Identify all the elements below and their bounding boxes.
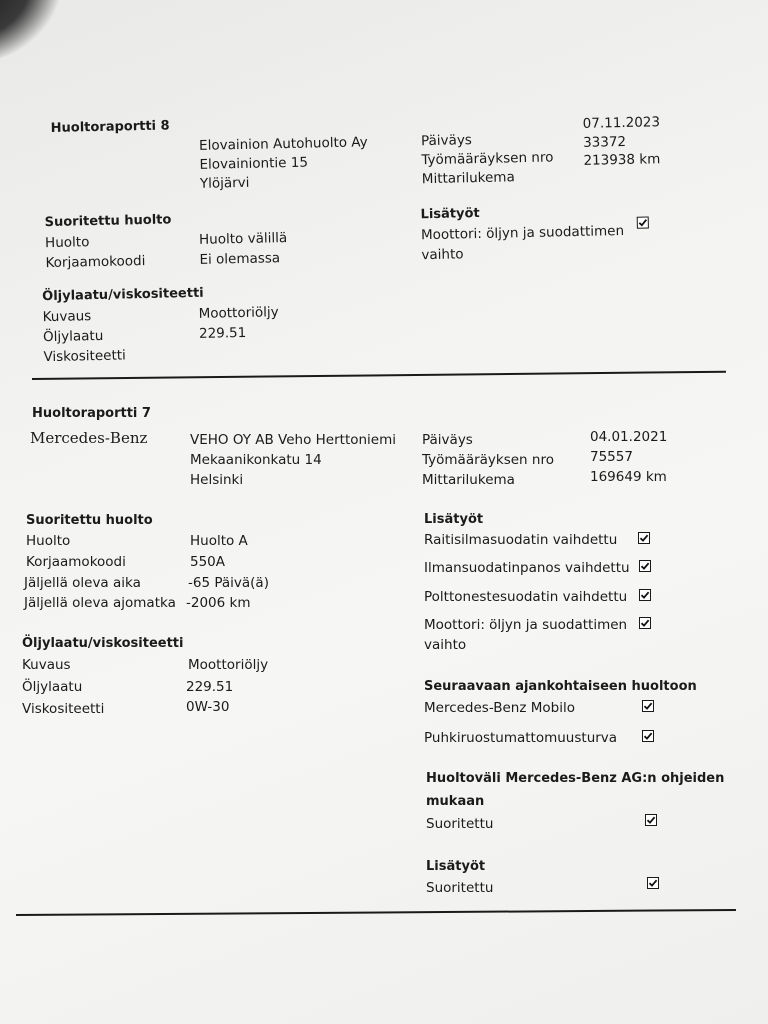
order-value: 33372 [582,133,627,151]
checkbox-checked-icon [642,700,654,712]
next-item-label: Puhkiruostumattomuusturva [424,730,618,746]
workshop-city: Helsinki [190,472,244,488]
extra-item-label: Moottori: öljyn ja suodattimen [424,617,628,633]
service-report-8 [0,0,768,400]
checkbox-checked-icon [639,560,651,572]
mileage-label: Mittarilukema [422,472,515,488]
checkbox-checked-icon [638,532,650,544]
oil-quality-value: 229.51 [198,324,247,342]
checkbox-checked-icon [637,216,649,228]
workshop-name: Elovainion Autohuolto Ay [198,134,368,154]
extra-item-label: Moottori: öljyn ja suodattimen [420,222,625,244]
checkbox-checked-icon [639,589,651,601]
service-row-value: 550A [190,554,226,570]
service-row-label: Jäljellä oleva ajomatka [24,595,176,611]
checkbox-checked-icon [642,730,654,742]
mileage-value: 213938 km [583,151,661,169]
extra2-item-label: Suoritettu [426,880,494,896]
order-label: Työmääräyksen nro [422,452,554,468]
interval-heading-cont: mukaan [426,794,485,809]
oil-heading: Öljylaatu/viskositeetti [42,285,204,305]
oil-row-value: Moottoriöljy [188,657,269,673]
next-service-heading: Seuraavaan ajankohtaiseen huoltoon [424,679,697,694]
checkbox-checked-icon [645,814,657,826]
code-value: Ei olemassa [199,250,281,268]
extra-item-label: Ilmansuodatinpanos vaihdettu [424,560,630,576]
section-divider [16,909,736,916]
order-value: 75557 [590,449,633,465]
report-title: Huoltoraportti 7 [32,406,151,421]
extra-item-label-cont: vaihto [424,637,467,653]
date-value: 07.11.2023 [582,114,661,132]
extra-heading: Lisätyöt [424,512,484,527]
workshop-name: VEHO OY AB Veho Herttoniemi [190,432,397,448]
service-row-label: Huolto [26,533,71,549]
oil-quality-label: Öljylaatu [42,327,104,346]
mileage-value: 169649 km [590,469,667,485]
extra-heading: Lisätyöt [420,206,480,223]
oil-row-label: Kuvaus [22,657,71,673]
workshop-street: Mekaanikonkatu 14 [190,452,322,468]
order-label: Työmääräyksen nro [421,149,554,169]
service-row-value: Huolto A [190,533,248,549]
service-row-value: -65 Päivä(ä) [188,575,269,591]
oil-visc-label: Viskositeetti [43,347,126,366]
service-label: Huolto [44,234,90,252]
interval-item-label: Suoritettu [426,816,494,832]
service-row-label: Korjaamokoodi [26,554,126,570]
code-label: Korjaamokoodi [45,253,146,272]
service-row-label: Jäljellä oleva aika [24,575,141,591]
extra-item-label: Raitisilmasuodatin vaihdettu [424,532,618,548]
service-row-value: -2006 km [186,595,251,611]
oil-heading: Öljylaatu/viskositeetti [22,636,184,651]
oil-row-value: 229.51 [186,679,234,695]
checkbox-checked-icon [647,877,659,889]
interval-heading: Huoltoväli Mercedes-Benz AG:n ohjeiden [426,771,725,786]
workshop-city: Ylöjärvi [199,174,250,192]
mileage-label: Mittarilukema [421,169,515,188]
date-label: Päiväys [422,432,473,448]
oil-desc-label: Kuvaus [42,308,92,326]
extra-item-label-cont: vaihto [421,246,464,264]
oil-row-value: 0W-30 [186,699,230,715]
service-heading: Suoritettu huolto [26,513,153,528]
report-title: Huoltoraportti 8 [50,118,170,136]
service-value: Huolto välillä [198,230,288,248]
oil-row-label: Viskositeetti [22,701,105,717]
next-item-label: Mercedes-Benz Mobilo [424,700,575,716]
oil-row-label: Öljylaatu [22,679,83,695]
workshop-street: Elovainiontie 15 [199,154,309,173]
service-heading: Suoritettu huolto [44,212,172,231]
checkbox-checked-icon [639,617,651,629]
extra-item-label: Polttonestesuodatin vaihdettu [424,589,628,605]
date-label: Päiväys [420,132,473,150]
extra2-heading: Lisätyöt [426,859,486,874]
oil-desc-value: Moottoriöljy [198,304,279,322]
date-value: 04.01.2021 [590,429,668,445]
brand-logo-text: Mercedes-Benz [30,429,148,447]
